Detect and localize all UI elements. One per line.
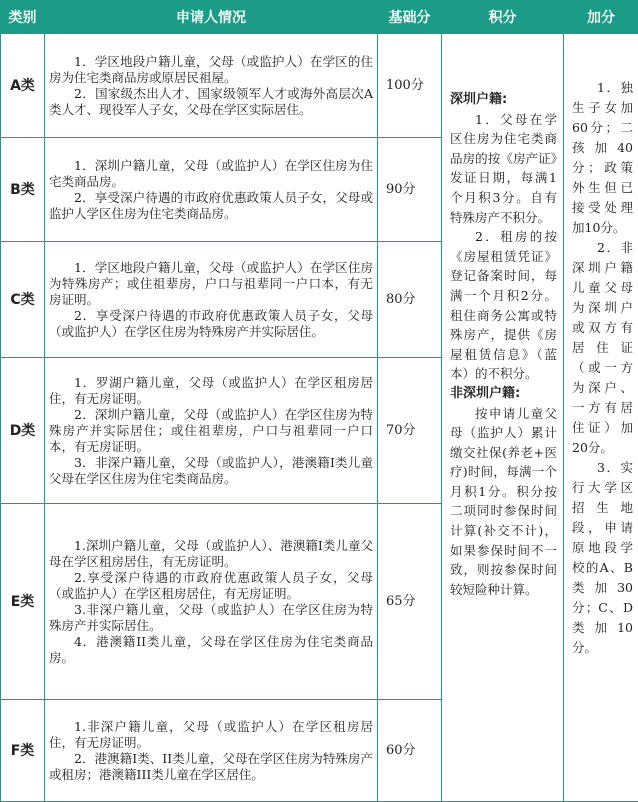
row-category: E类	[1, 504, 45, 700]
bonus-item-1: 1．独生子女加60分；二孩加40分；政策外生但已接受处理加10分。	[572, 78, 633, 238]
situation-line: 1．深圳户籍儿童，父母（或监护人）在学区住房为住宅类商品房。	[49, 158, 373, 190]
situation-line: 1．学区地段户籍儿童，父母（或监护人）在学区住房为特殊房产；或住祖辈房，户口与祖辈同一户口本，有无房证明。	[49, 260, 373, 308]
row-category: A类	[1, 34, 45, 138]
situation-line: 3．非深户籍儿童，父母（或监护人），港澳籍I类儿童父母在学区住房为住宅类商品房。	[49, 455, 373, 487]
row-category: F类	[1, 700, 45, 802]
header-category: 类别	[1, 1, 45, 34]
row-category: D类	[1, 358, 45, 504]
situation-line: 1.非深户籍儿童，父母（或监护人）在学区租房居住，有无房证明。	[49, 719, 373, 751]
situation-line: 2．港澳籍I类、II类儿童，父母在学区住房为特殊房产或租房；港澳籍III类儿童在学区居住。	[49, 751, 373, 783]
situation-line: 2．深圳户籍儿童，父母（或监护人）在学区住房为特殊房产并实际居住；或住祖辈房，户口与祖辈同一户口本，有无房证明。	[49, 407, 373, 455]
row-situation	[45, 138, 378, 242]
situation-line: 1．罗湖户籍儿童，父母（或监护人）在学区租房居住，有无房证明。	[49, 375, 373, 407]
situation-line: 4．港澳籍II类儿童，父母在学区住房为住宅类商品房。	[49, 634, 373, 666]
row-category: B类	[1, 138, 45, 242]
row-category: C类	[1, 242, 45, 358]
row-situation	[45, 358, 378, 504]
points-rules	[442, 34, 564, 802]
situation-line: 2．国家级杰出人才、国家级领军人才或海外高层次A类人才、现役军人子女，父母在学区实际居住。	[49, 86, 373, 118]
row-situation	[45, 504, 378, 700]
situation-line: 2．享受深户待遇的市政府优惠政策人员子女，父母或监护人学区住房为住宅类商品房。	[49, 190, 373, 222]
situation-line: 3.非深户籍儿童，父母（或监护人）在学区住房为特殊房产并实际居住。	[49, 602, 373, 634]
points-shenzhen-title: 深圳户籍:	[450, 90, 557, 110]
points-non-shenzhen-rule: 按申请儿童父母（监护人）累计缴交社保(养老+医疗)时间，每满一个月积1分。积分按二项同时参保时间计算(补交不计)，如果参保时间不一致，则按参保时间较短险种计算。	[450, 404, 557, 600]
row-base-score: 60分	[378, 700, 442, 802]
row-base-score: 80分	[378, 242, 442, 358]
header-situation: 申请人情况	[45, 1, 378, 34]
row-base-score: 90分	[378, 138, 442, 242]
situation-line: 2．享受深户待遇的市政府优惠政策人员子女，父母（或监护人）在学区住房为特殊房产并实际居住。	[49, 308, 373, 340]
points-shenzhen-rule-1: 1．父母在学区住房为住宅类商品房的按《房产证》发证日期，每满1个月积3分。自有特殊房产不积分。	[450, 110, 557, 228]
points-non-shenzhen-title: 非深圳户籍:	[450, 384, 557, 404]
header-bonus: 加分	[564, 1, 638, 34]
situation-line: 1.深圳户籍儿童，父母（或监护人）、港澳籍I类儿童父母在学区租房居住，有无房证明。	[49, 538, 373, 570]
bonus-item-2: 2．非深圳户籍儿童父母为深圳户或双方有居住证（或一方为深户、一方有居住证）加20分。	[572, 238, 633, 458]
table-row	[1, 34, 638, 138]
points-shenzhen-rule-2: 2．租房的按《房屋租赁凭证》登记备案时间，每满一个月积2分。租住商务公寓或特殊房产，提供《房屋租赁信息》（蓝本）的不积分。	[450, 227, 557, 384]
bonus-item-3: 3．实行大学区招生地段，申请原地段学校的A、B类加30分；C、D类加10分。	[572, 458, 633, 658]
row-base-score: 65分	[378, 504, 442, 700]
bonus-rules	[564, 34, 638, 802]
situation-line: 2.享受深户待遇的市政府优惠政策人员子女，父母（或监护人）在学区租房居住，有无房证明。	[49, 570, 373, 602]
row-situation	[45, 700, 378, 802]
row-situation	[45, 34, 378, 138]
header-row	[1, 1, 638, 34]
row-base-score: 70分	[378, 358, 442, 504]
row-base-score: 100分	[378, 34, 442, 138]
header-base: 基础分	[378, 1, 442, 34]
header-points: 积分	[442, 1, 564, 34]
row-situation	[45, 242, 378, 358]
situation-line: 1．学区地段户籍儿童，父母（或监护人）在学区的住房为住宅类商品房或原居民祖屋。	[49, 54, 373, 86]
